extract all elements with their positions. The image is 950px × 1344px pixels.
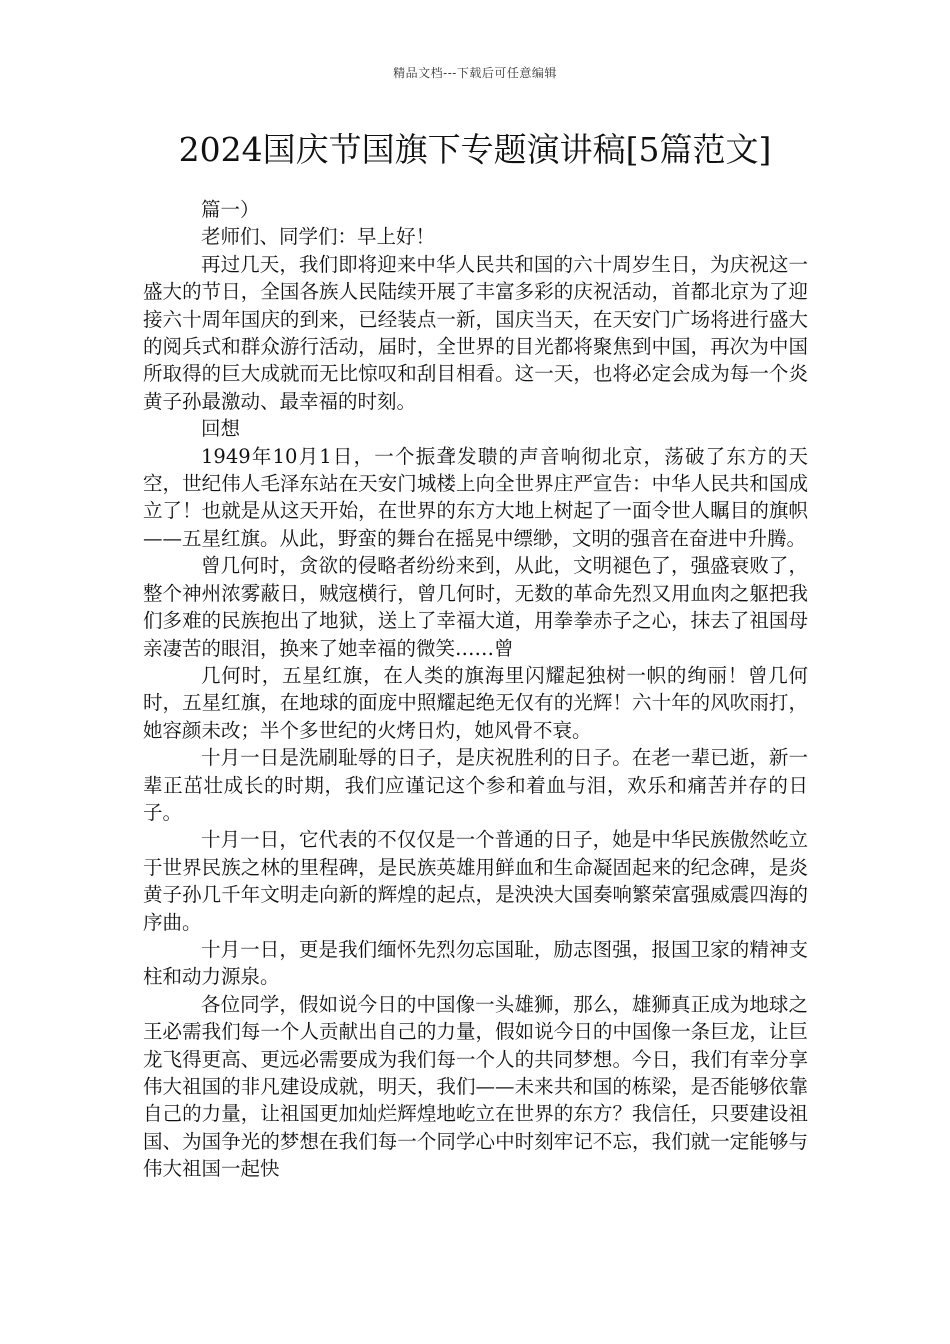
paragraph-short-heading: 回想 — [201, 417, 241, 441]
header-note: 精品文档---下载后可任意编辑 — [393, 66, 557, 80]
paragraph: 各位同学，假如说今日的中国像一头雄狮，那么，雄狮真正成为地球之王必需我们每一个人贡献出自己的力量，假如说今日的中国像一条巨龙，让巨龙飞得更高、更远必需要成为我们每一个人的共同梦想。今日，我们有幸分享伟大祖国的非凡建设成就，明天，我们——未来共和国的栋梁，是否能够依靠自己的力量，让祖国更加灿烂辉煌地屹立在世界的东方？我信任，只要建设祖国、为国争光的梦想在我们每一个同学心中时刻牢记不忘，我们就一定能够与伟大祖国一起快 — [143, 992, 808, 1181]
paragraph: 曾几何时，贪欲的侵略者纷纷来到，从此，文明褪色了，强盛衰败了，整个神州浓雾蔽日，贼寇横行，曾几何时，无数的革命先烈又用血肉之躯把我们多难的民族抱出了地狱，送上了幸福大道，用拳拳赤子之心，抹去了祖国母亲凄苦的眼泪，换来了她幸福的微笑……曾 — [143, 554, 808, 660]
paragraph: 十月一日是洗刷耻辱的日子，是庆祝胜利的日子。在老一辈已逝，新一辈正茁壮成长的时期，我们应谨记这个参和着血与泪，欢乐和痛苦并存的日子。 — [143, 746, 808, 824]
paragraph: 再过几天，我们即将迎来中华人民共和国的六十周岁生日，为庆祝这一盛大的节日，全国各族人民陆续开展了丰富多彩的庆祝活动，首都北京为了迎接六十周年国庆的到来，已经装点一新，国庆当天，在天安门广场将进行盛大的阅兵式和群众游行活动，届时，全世界的目光都将聚焦到中国，再次为中国所取得的巨大成就而无比惊叹和刮目相看。这一天，也将必定会成为每一个炎黄子孙最激动、最幸福的时刻。 — [143, 252, 808, 413]
document-title: 2024国庆节国旗下专题演讲稿[5篇范文] — [178, 130, 772, 169]
paragraph: 几何时，五星红旗，在人类的旗海里闪耀起独树一帜的绚丽！曾几何时，五星红旗，在地球的面庞中照耀起绝无仅有的光辉！六十年的风吹雨打，她容颜未改；半个多世纪的火烤日灼，她风骨不衰。 — [143, 663, 808, 742]
paragraph: 十月一日，更是我们缅怀先烈勿忘国耻，励志图强，报国卫家的精神支柱和动力源泉。 — [143, 937, 808, 989]
paragraph: 十月一日，它代表的不仅仅是一个普通的日子，她是中华民族傲然屹立于世界民族之林的里程碑，是民族英雄用鲜血和生命凝固起来的纪念碑，是炎黄子孙几千年文明走向新的辉煌的起点，是泱泱大国奏响繁荣富强威震四海的序曲。 — [143, 828, 808, 934]
paragraph-greeting: 老师们、同学们：早上好！ — [201, 225, 436, 249]
paragraph-section-label: 篇一） — [201, 198, 260, 221]
paragraph: 1949年10月1日，一个振聋发聩的声音响彻北京，荡破了东方的天空，世纪伟人毛泽东站在天安门城楼上向全世界庄严宣告：中华人民共和国成立了！也就是从这天开始，在世界的东方大地上树起了一面令世人瞩目的旗帜——五星红旗。从此，野蛮的舞台在摇晃中缥缈，文明的强音在奋进中升腾。 — [143, 444, 808, 550]
document-body — [143, 196, 808, 1183]
